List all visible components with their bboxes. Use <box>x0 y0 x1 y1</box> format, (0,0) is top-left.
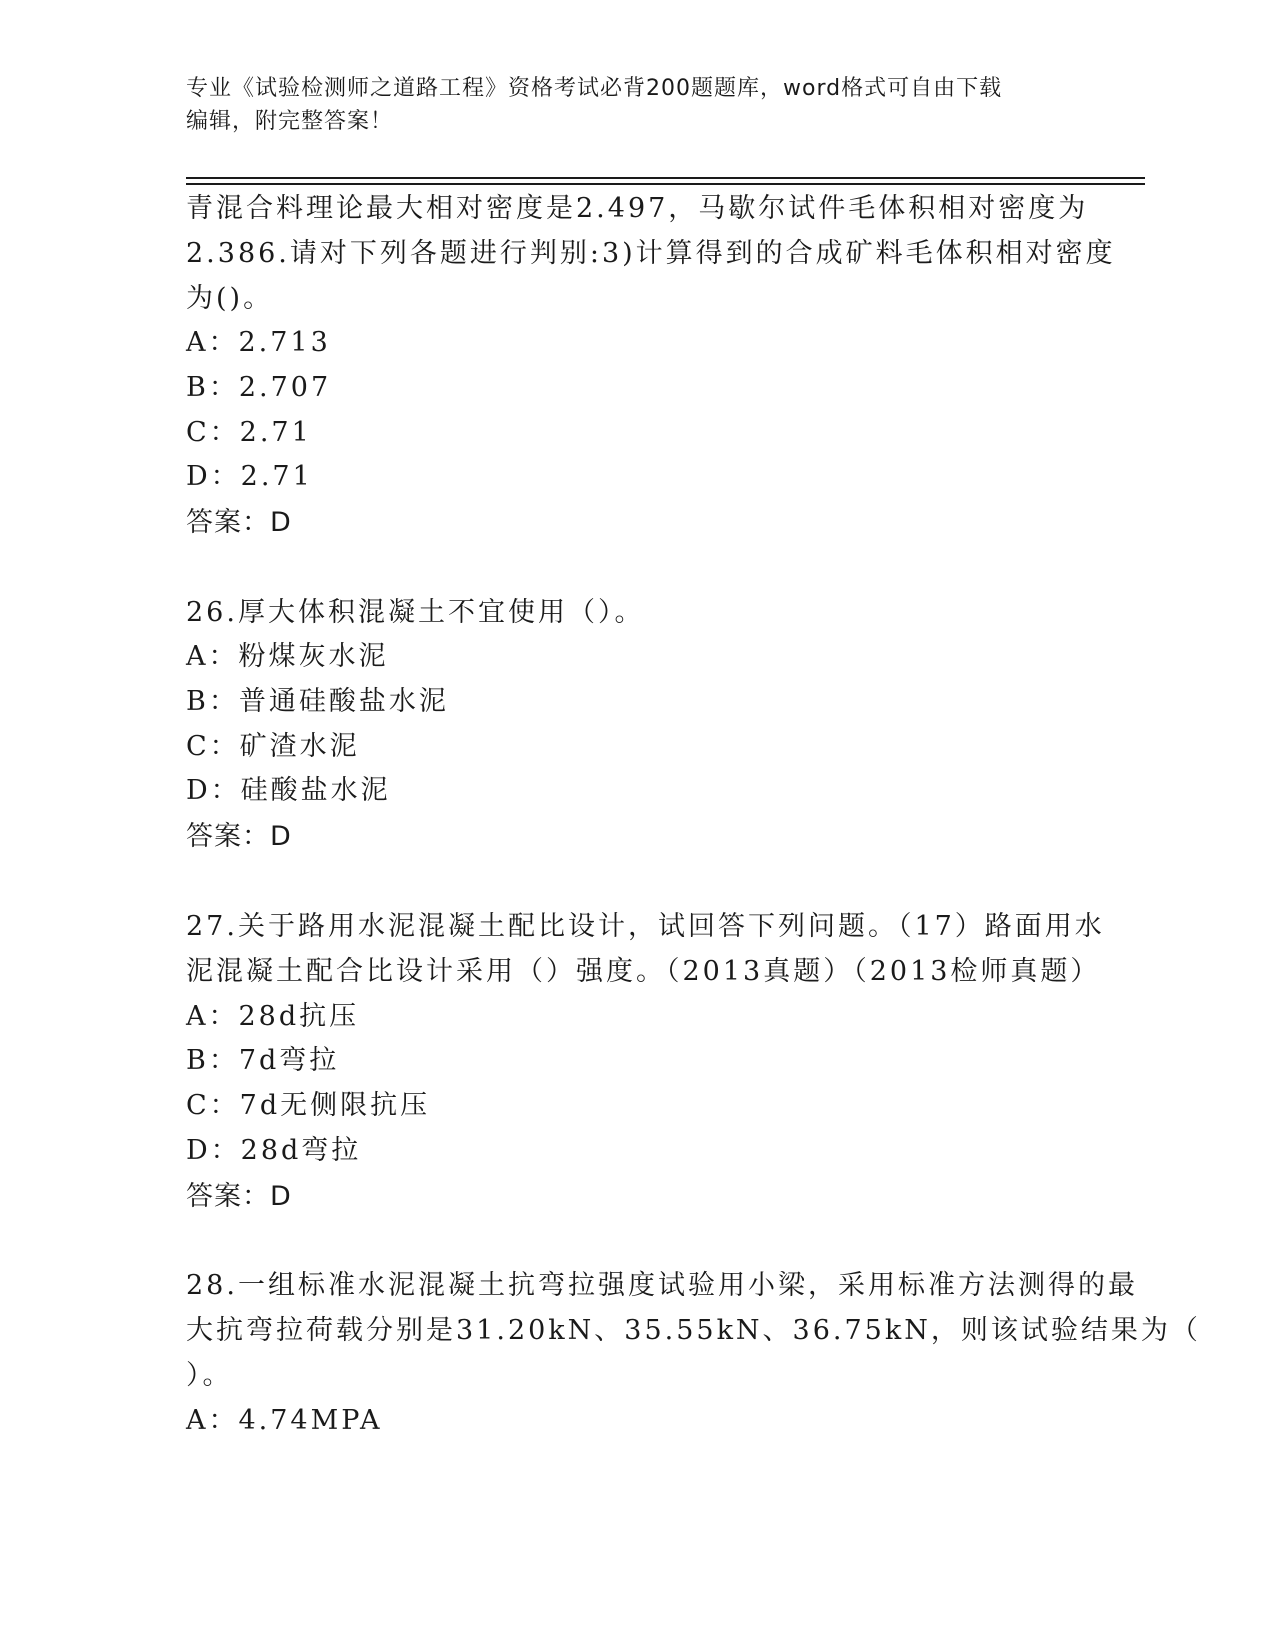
question-27-option-a: A：28d抗压 <box>186 1001 360 1032</box>
question-28-text-line-3: ）。 <box>186 1360 233 1391</box>
header-line-2: 编辑，附完整答案！ <box>186 109 394 134</box>
header-divider-top <box>186 177 1145 179</box>
question-27-option-b: B：7d弯拉 <box>186 1045 340 1076</box>
question-26-option-a: A：粉煤灰水泥 <box>186 641 389 672</box>
question-25-option-b: B：2.707 <box>186 372 332 403</box>
question-26-option-b: B：普通硅酸盐水泥 <box>186 686 449 717</box>
question-26-answer: 答案：D <box>186 821 292 852</box>
question-25-option-a: A：2.713 <box>186 327 331 358</box>
question-26-option-c: C：矿渣水泥 <box>186 731 360 762</box>
question-25-option-d: D：2.71 <box>186 461 313 492</box>
header-divider-bottom <box>186 183 1145 185</box>
question-27-answer: 答案：D <box>186 1181 292 1212</box>
question-25-answer: 答案：D <box>186 507 292 538</box>
question-27-option-c: C：7d无侧限抗压 <box>186 1090 431 1121</box>
question-28-text-line-1: 28.一组标准水泥混凝土抗弯拉强度试验用小梁，采用标准方法测得的最 <box>186 1270 1138 1301</box>
header-line-1: 专业《试验检测师之道路工程》资格考试必背200题题库，word格式可自由下载 <box>186 76 1003 101</box>
question-26-text-line-1: 26.厚大体积混凝土不宜使用（）。 <box>186 597 645 628</box>
question-25-text-line-1: 青混合料理论最大相对密度是2.497，马歇尔试件毛体积相对密度为 <box>186 193 1089 224</box>
question-28-text-line-2: 大抗弯拉荷载分别是31.20kN、35.55kN、36.75kN，则该试验结果为（ <box>186 1315 1201 1346</box>
question-27-option-d: D：28d弯拉 <box>186 1135 362 1166</box>
question-26-option-d: D：硅酸盐水泥 <box>186 775 391 806</box>
document-header <box>186 72 1066 138</box>
question-27-text-line-1: 27.关于路用水泥混凝土配比设计，试回答下列问题。（17）路面用水 <box>186 911 1105 942</box>
question-25-text-line-3: 为()。 <box>186 283 274 314</box>
question-28-option-a: A：4.74MPA <box>186 1405 383 1436</box>
question-25-text-line-2: 2.386.请对下列各题进行判别:3)计算得到的合成矿料毛体积相对密度 <box>186 238 1116 269</box>
question-27-text-line-2: 泥混凝土配合比设计采用（）强度。（2013真题）（2013检师真题） <box>186 956 1101 987</box>
question-25-option-c: C：2.71 <box>186 417 312 448</box>
